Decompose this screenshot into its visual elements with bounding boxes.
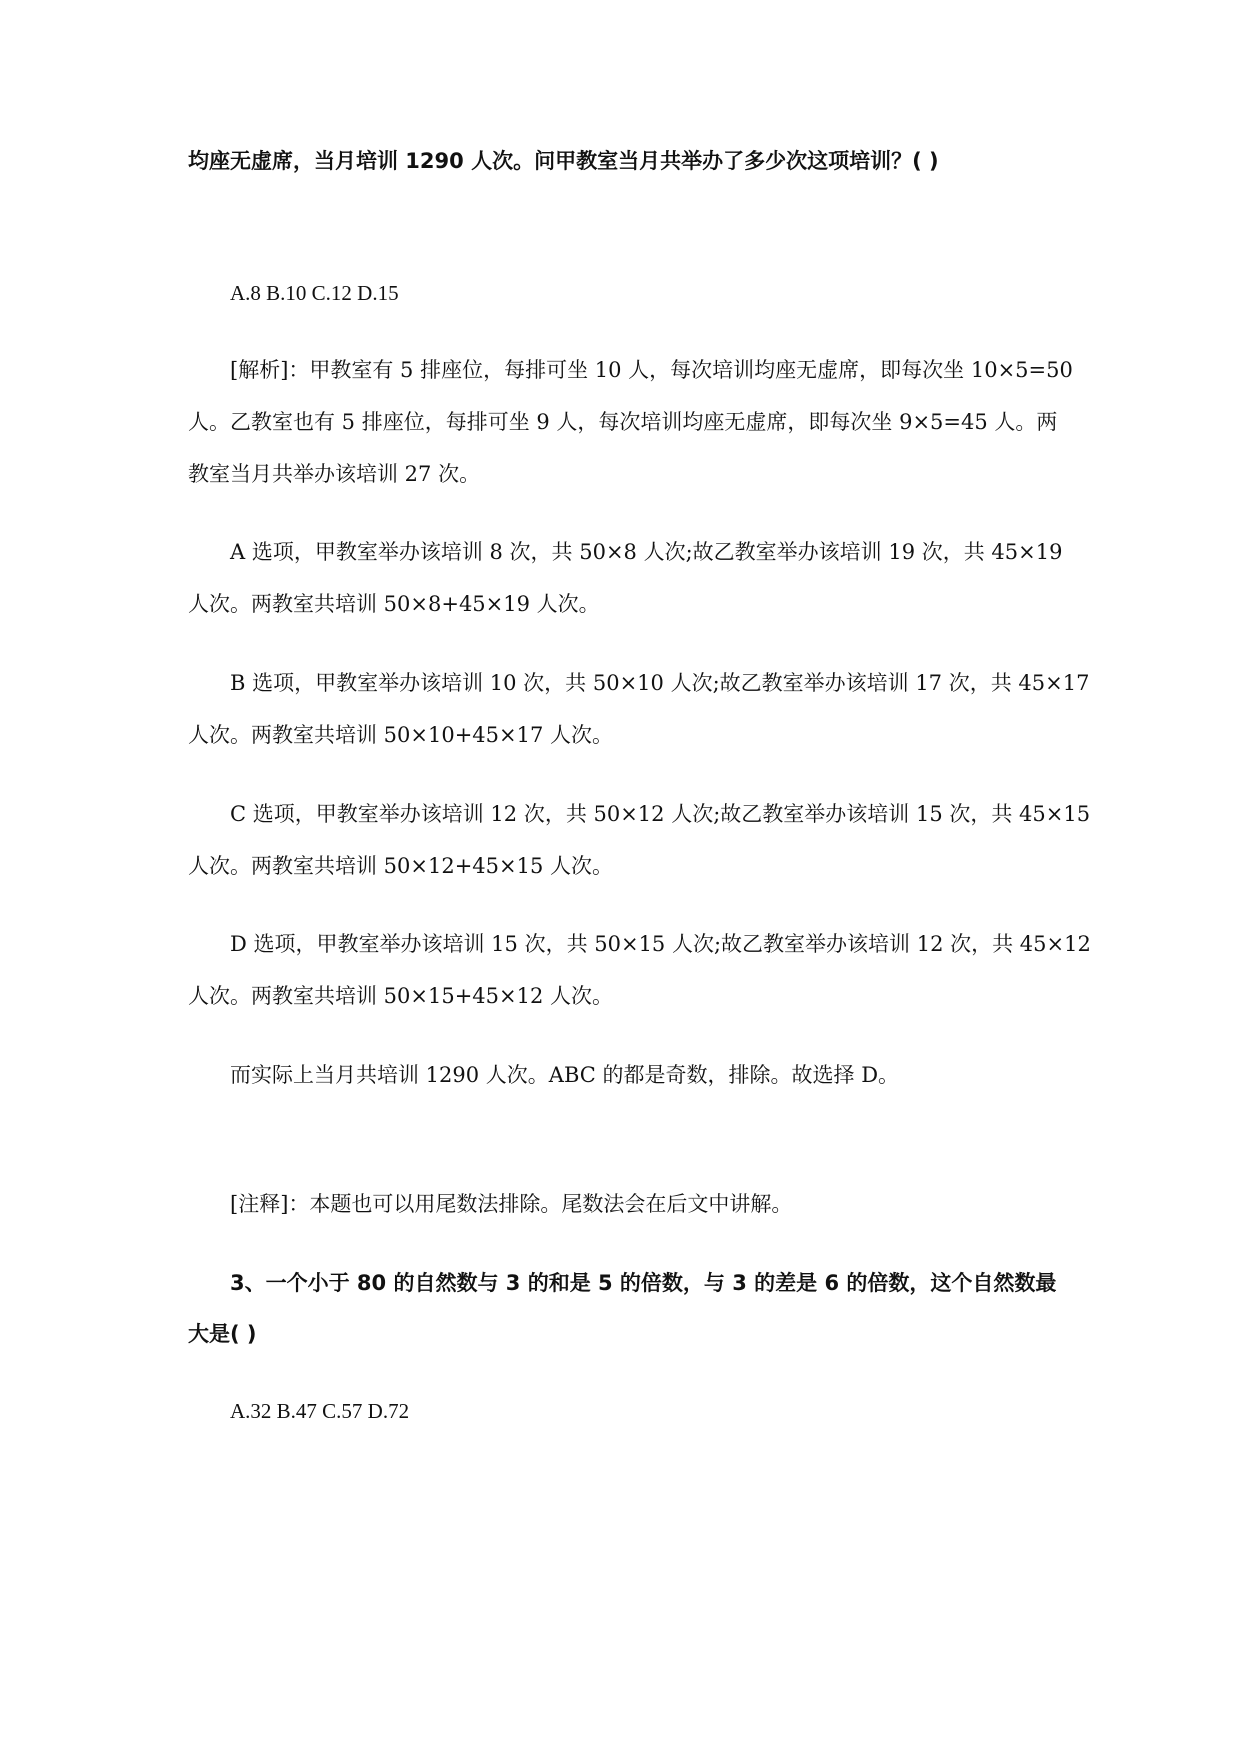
analysis-line-3: 教室当月共举办该培训 27 次。 — [188, 462, 481, 486]
option-c-line-2: 人次。两教室共培训 50×12+45×15 人次。 — [188, 854, 614, 878]
question-3-options: A.32 B.47 C.57 D.72 — [230, 1399, 410, 1423]
question-2-stem: 均座无虚席，当月培训 1290 人次。问甲教室当月共举办了多少次这项培训？( ) — [188, 149, 939, 173]
conclusion: 而实际上当月共培训 1290 人次。ABC 的都是奇数，排除。故选择 D。 — [230, 1063, 900, 1087]
analysis-line-2: 人。乙教室也有 5 排座位，每排可坐 9 人，每次培训均座无虚席，即每次坐 9×5=45 人。两 — [188, 410, 1058, 434]
option-d-line-1: D 选项，甲教室举办该培训 15 次，共 50×15 人次;故乙教室举办该培训 12 次，共 45×12 — [230, 932, 1091, 956]
option-a-line-2: 人次。两教室共培训 50×8+45×19 人次。 — [188, 592, 600, 616]
option-c-line-1: C 选项，甲教室举办该培训 12 次，共 50×12 人次;故乙教室举办该培训 15 次，共 45×15 — [230, 802, 1091, 826]
option-b-line-2: 人次。两教室共培训 50×10+45×17 人次。 — [188, 723, 614, 747]
option-a-line-1: A 选项，甲教室举办该培训 8 次，共 50×8 人次;故乙教室举办该培训 19 次，共 45×19 — [230, 540, 1063, 564]
question-2-options: A.8 B.10 C.12 D.15 — [230, 281, 399, 305]
option-b-line-1: B 选项，甲教室举办该培训 10 次，共 50×10 人次;故乙教室举办该培训 17 次，共 45×17 — [230, 671, 1090, 695]
question-3-stem-line-1: 3、一个小于 80 的自然数与 3 的和是 5 的倍数，与 3 的差是 6 的倍数，这个自然数最 — [230, 1271, 1057, 1295]
question-3-stem-line-2: 大是( ) — [188, 1322, 257, 1346]
note: [注释]：本题也可以用尾数法排除。尾数法会在后文中讲解。 — [230, 1192, 793, 1216]
option-d-line-2: 人次。两教室共培训 50×15+45×12 人次。 — [188, 984, 614, 1008]
analysis-line-1: [解析]：甲教室有 5 排座位，每排可坐 10 人，每次培训均座无虚席，即每次坐 10×5=50 — [230, 358, 1073, 382]
